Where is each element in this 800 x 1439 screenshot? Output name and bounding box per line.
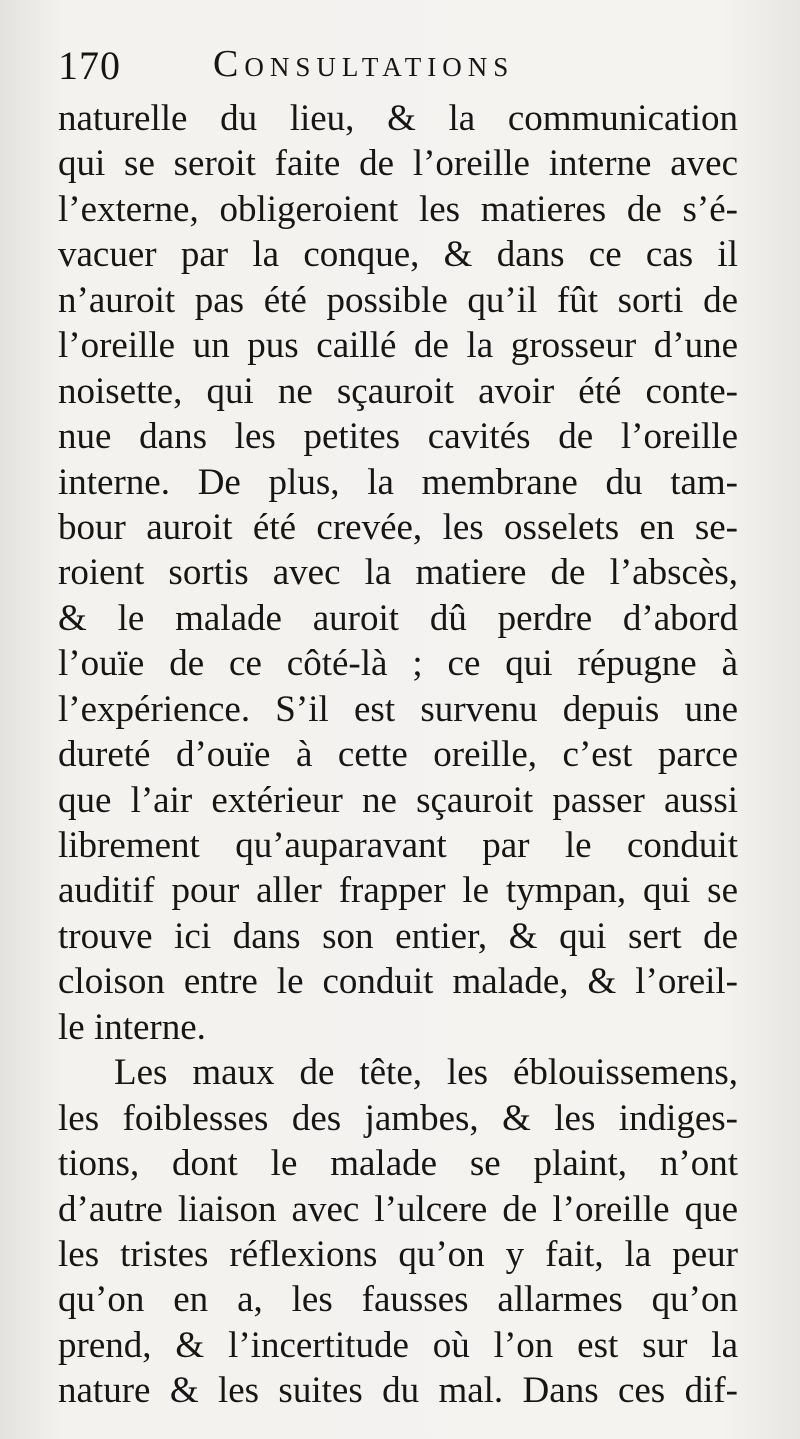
body-text <box>58 96 738 1414</box>
text-line: que l’air extérieur ne sçauroit passer aussi <box>58 779 738 821</box>
paragraph-start-line: Les maux de tête, les éblouissemens, <box>114 1052 738 1094</box>
text-line: n’auroit pas été possible qu’il fût sorti de <box>58 279 738 321</box>
text-line: interne. De plus, la membrane du tam- <box>58 461 738 503</box>
text-line: qu’on en a, les fausses allarmes qu’on <box>58 1279 738 1321</box>
paragraph-end-line: le interne. <box>58 1006 206 1048</box>
text-line: & le malade auroit dû perdre d’abord <box>58 597 738 639</box>
text-line: qui se seroit faite de l’oreille interne avec <box>58 143 738 185</box>
text-line: auditif pour aller frapper le tympan, qui se <box>58 870 738 912</box>
running-title: Consultations <box>213 43 515 85</box>
text-line: naturelle du lieu, & la communication <box>58 98 738 139</box>
text-line: noisette, qui ne sçauroit avoir été conte- <box>58 370 738 412</box>
text-line: trouve ici dans son entier, & qui sert de <box>58 915 738 957</box>
text-line: nue dans les petites cavités de l’oreille <box>58 416 738 458</box>
text-line: tions, dont le malade se plaint, n’ont <box>58 1143 738 1185</box>
text-line: les tristes réflexions qu’on y fait, la peur <box>58 1233 738 1275</box>
text-line: prend, & l’incertitude où l’on est sur la <box>58 1324 738 1366</box>
text-line: nature & les suites du mal. Dans ces dif- <box>58 1370 738 1412</box>
text-line: l’ouïe de ce côté-là ; ce qui répugne à <box>58 643 738 685</box>
text-line: cloison entre le conduit malade, & l’oreil- <box>58 961 738 1003</box>
text-line: bour auroit été crevée, les osselets en se- <box>58 506 738 548</box>
text-line: librement qu’auparavant par le conduit <box>58 825 738 866</box>
text-line: l’externe, obligeroient les matieres de s’é- <box>58 188 738 230</box>
text-line: l’expérience. S’il est survenu depuis une <box>58 688 738 730</box>
page-header <box>58 40 748 98</box>
text-line: dureté d’ouïe à cette oreille, c’est parce <box>58 734 738 776</box>
text-line: les foiblesses des jambes, & les indiges- <box>58 1097 738 1139</box>
text-line: d’autre liaison avec l’ulcere de l’oreille que <box>58 1188 738 1230</box>
text-line: roient sortis avec la matiere de l’abscès, <box>58 552 738 594</box>
page-number: 170 <box>58 43 121 88</box>
text-line: vacuer par la conque, & dans ce cas il <box>58 234 738 276</box>
text-line: l’oreille un pus caillé de la grosseur d’une <box>58 325 738 367</box>
